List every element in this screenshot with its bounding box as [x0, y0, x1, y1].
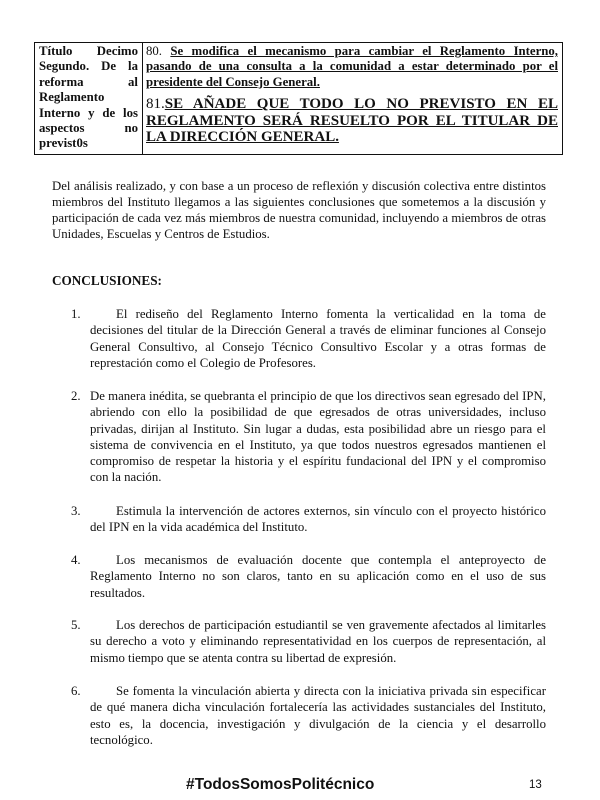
title-line: reforma al: [39, 74, 138, 89]
title-line: Título Decimo: [39, 44, 138, 58]
intro-paragraph: Del análisis realizado, y con base a un proceso de reflexión y discusión colectiva entre distintos miembros del Instituto llegamos a las siguientes conclusiones que sometemos a la discusión y participación de cada vez más miembros de nuestra comunidad, incluyendo a miembros de otras Unidades, Escuelas y Centros de Estudios.: [52, 179, 546, 241]
item-number: 3.: [71, 504, 81, 518]
table-articles-cell: [143, 43, 562, 154]
title-line: Reglamento: [39, 90, 105, 105]
item-text: De manera inédita, se quebranta el principio de que los directivos sean egresado del IPN, abriendo con ello la posibilidad de que egresados de otras universidades, incluso privadas, dirijan al Instituto. Sin lugar a dudas, esta posibilidad abre un riesgo para el sistema de convivencia en el Instituto, ya que todos nuestros egresados mantienen el compromiso de respetar la historia y el espíritu fundacional del IPN y el compromiso con la nación.: [90, 389, 546, 485]
title-line: Interno y de los: [39, 105, 138, 120]
conclusion-item: [71, 617, 546, 666]
footer-hashtag: #TodosSomosPolitécnico: [186, 776, 375, 793]
item-text: El rediseño del Reglamento Interno fomenta la verticalidad en la toma de decisiones del titular de la Dirección General a través de eliminar funciones al Consejo General Consultivo, al Consejo Técnico Consultivo Escolar y a otras formas de represtación como el Colegio de Profesores.: [90, 307, 546, 370]
articles-table: [34, 42, 563, 155]
article-81: [146, 96, 558, 146]
title-line: Segundo. De la: [39, 59, 138, 74]
item-text: Se fomenta la vinculación abierta y directa con la iniciativa privada sin especificar de qué manera dicha vinculación fortalecería las actividades sustanciales del Instituto, esto es, la docencia, investigación y divulgación de la ciencia y el desarrollo tecnológico.: [90, 684, 546, 747]
item-text: Los mecanismos de evaluación docente que contempla el anteproyecto de Reglamento Interno no son claros, tanto en su aplicación como en el uso de sus resultados.: [90, 553, 546, 600]
conclusion-item: [71, 388, 546, 486]
table-title-cell: [35, 43, 143, 154]
conclusion-item: [71, 503, 546, 536]
page-number: 13: [529, 779, 542, 791]
title-line: aspectos no: [39, 121, 138, 136]
item-number: 5.: [71, 618, 81, 632]
item-text: Estimula la intervención de actores externos, sin vínculo con el proyecto histórico del IPN en la vida académica del Instituto.: [90, 504, 546, 535]
article-81-number: 81.: [146, 96, 165, 113]
article-80: [146, 44, 558, 90]
conclusion-item: [71, 306, 546, 371]
conclusions-heading: CONCLUSIONES:: [52, 273, 162, 288]
title-line: previst0s: [39, 136, 88, 151]
conclusion-item: [71, 552, 546, 601]
conclusion-item: [71, 683, 546, 748]
item-number: 6.: [71, 684, 81, 698]
item-number: 1.: [71, 307, 81, 321]
article-81-text: SE AÑADE QUE TODO LO NO PREVISTO EN EL REGLAMENTO SERÁ RESUELTO POR EL TITULAR DE LA DIRECCIÓN GENERAL.: [146, 96, 558, 146]
item-number: 4.: [71, 553, 81, 567]
article-80-text: Se modifica el mecanismo para cambiar el Reglamento Interno, pasando de una consulta a la comunidad a estar determinado por el presidente del Consejo General.: [146, 44, 558, 89]
item-text: Los derechos de participación estudiantil se ven gravemente afectados al limitarles su derecho a voto y eliminando representatividad en los cuerpos de representación, al mismo tiempo que se atenta contra su libertad de expresión.: [90, 618, 546, 665]
article-80-number: 80.: [146, 44, 162, 58]
item-number: 2.: [71, 389, 81, 403]
